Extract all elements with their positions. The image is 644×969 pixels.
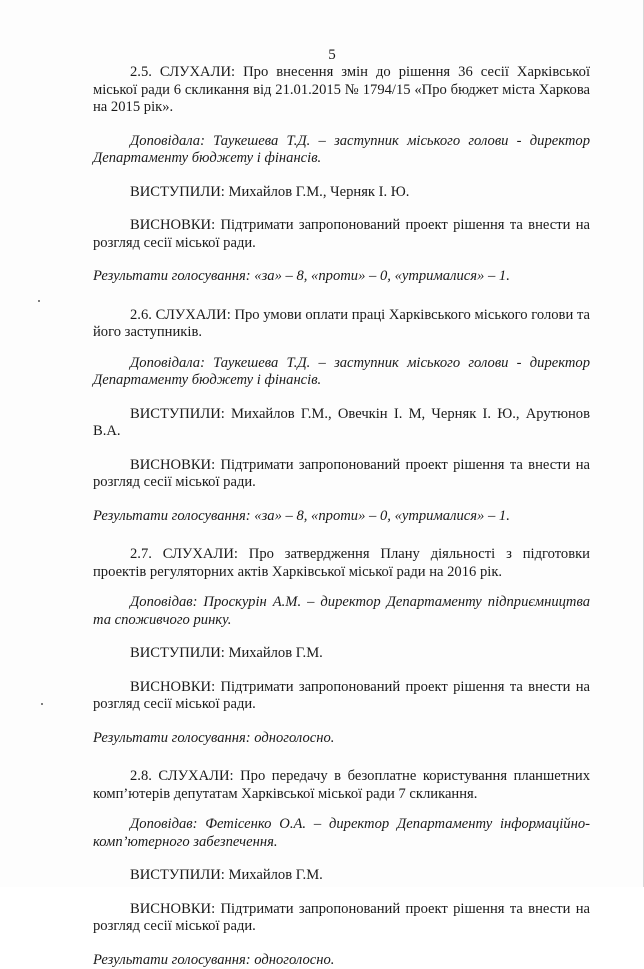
scan-speck <box>38 300 40 302</box>
vote-result: Результати голосування: одноголосно. <box>93 952 590 969</box>
conclusions-paragraph: ВИСНОВКИ: Підтримати запропонований проект рішення та внести на розгляд сесії міської ради. <box>93 457 590 492</box>
speaker-paragraph: Доповідав: Проскурін А.М. – директор Департаменту підприємництва та споживчого ринку. <box>93 594 590 629</box>
page-number: 5 <box>10 47 644 64</box>
minutes-body <box>93 64 590 969</box>
heard-paragraph: 2.7. СЛУХАЛИ: Про затвердження Плану діяльності з підготовки проектів регуляторних актів Харківської міської ради на 2016 рік. <box>93 546 590 581</box>
agenda-item-2-6 <box>93 307 590 526</box>
vote-result: Результати голосування: одноголосно. <box>93 730 590 748</box>
agenda-item-2-8 <box>93 768 590 969</box>
spoke-paragraph: ВИСТУПИЛИ: Михайлов Г.М., Овечкін І. М, Черняк І. Ю., Арутюнов В.А. <box>93 406 590 441</box>
scan-speck <box>41 703 43 705</box>
conclusions-paragraph: ВИСНОВКИ: Підтримати запропонований проект рішення та внести на розгляд сесії міської ради. <box>93 901 590 936</box>
spoke-paragraph: ВИСТУПИЛИ: Михайлов Г.М. <box>93 867 590 885</box>
speaker-paragraph: Доповідав: Фетісенко О.А. – директор Департаменту інформаційно-комп’ютерного забезпечення. <box>93 816 590 851</box>
spoke-paragraph: ВИСТУПИЛИ: Михайлов Г.М., Черняк І. Ю. <box>93 184 590 202</box>
spoke-paragraph: ВИСТУПИЛИ: Михайлов Г.М. <box>93 645 590 663</box>
vote-result: Результати голосування: «за» – 8, «проти» – 0, «утрималися» – 1. <box>93 508 590 526</box>
agenda-item-2-5 <box>93 64 590 286</box>
conclusions-paragraph: ВИСНОВКИ: Підтримати запропонований проект рішення та внести на розгляд сесії міської ради. <box>93 217 590 252</box>
vote-result: Результати голосування: «за» – 8, «проти» – 0, «утрималися» – 1. <box>93 268 590 286</box>
heard-paragraph: 2.6. СЛУХАЛИ: Про умови оплати праці Харківського міського голови та його заступників. <box>93 307 590 342</box>
heard-paragraph: 2.5. СЛУХАЛИ: Про внесення змін до рішення 36 сесії Харківської міської ради 6 скликання від 21.01.2015 № 1794/15 «Про бюджет міста Харкова на 2015 рік». <box>93 64 590 117</box>
agenda-item-2-7 <box>93 546 590 747</box>
speaker-paragraph: Доповідала: Таукешева Т.Д. – заступник міського голови - директор Департаменту бюджету і фінансів. <box>93 355 590 390</box>
speaker-paragraph: Доповідала: Таукешева Т.Д. – заступник міського голови - директор Департаменту бюджету і фінансів. <box>93 133 590 168</box>
heard-paragraph: 2.8. СЛУХАЛИ: Про передачу в безоплатне користування планшетних комп’ютерів депутатам Харківської міської ради 7 скликання. <box>93 768 590 803</box>
conclusions-paragraph: ВИСНОВКИ: Підтримати запропонований проект рішення та внести на розгляд сесії міської ради. <box>93 679 590 714</box>
